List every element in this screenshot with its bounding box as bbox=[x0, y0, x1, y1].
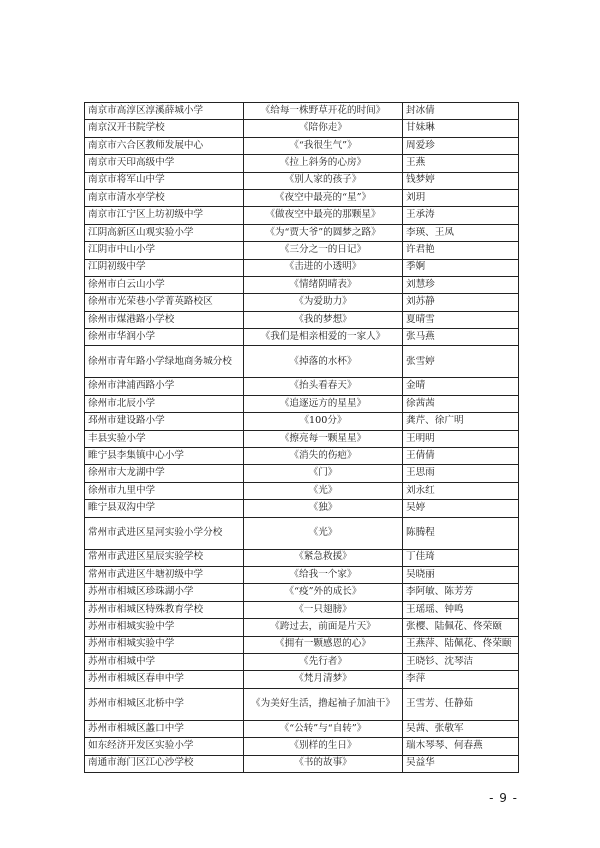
school-cell: 南京市江宁区上坊初级中学 bbox=[85, 207, 244, 224]
table-row bbox=[85, 172, 519, 189]
table-row bbox=[85, 224, 519, 241]
winner-cell: 瑞木琴琴、何春燕 bbox=[403, 738, 519, 755]
winner-cell: 吴晓丽 bbox=[403, 566, 519, 583]
school-cell: 苏州市相城区珍珠湖小学 bbox=[85, 584, 244, 601]
awards-table bbox=[84, 102, 519, 773]
work-title-cell: 《100分》 bbox=[244, 413, 403, 430]
work-title-cell: 《“我很生气”》 bbox=[244, 137, 403, 154]
table-row bbox=[85, 500, 519, 517]
school-cell: 苏州市相城实验中学 bbox=[85, 619, 244, 636]
winner-cell: 刘玥 bbox=[403, 189, 519, 206]
winner-cell: 李瑛、王凤 bbox=[403, 224, 519, 241]
table-row bbox=[85, 276, 519, 293]
winner-cell: 夏晴雪 bbox=[403, 311, 519, 328]
school-cell: 南京市高淳区淳溪薛城小学 bbox=[85, 103, 244, 120]
work-title-cell: 《为美好生活，撸起袖子加油干》 bbox=[244, 688, 403, 720]
table-row bbox=[85, 346, 519, 378]
school-cell: 苏州市相城区特殊教育学校 bbox=[85, 601, 244, 618]
table-row bbox=[85, 329, 519, 346]
work-title-cell: 《光》 bbox=[244, 482, 403, 499]
school-cell: 徐州市北辰小学 bbox=[85, 395, 244, 412]
table-row bbox=[85, 636, 519, 653]
school-cell: 江阴高新区山观实验小学 bbox=[85, 224, 244, 241]
table-row bbox=[85, 549, 519, 566]
work-title-cell: 《消失的伤疤》 bbox=[244, 448, 403, 465]
table-row bbox=[85, 189, 519, 206]
table-row bbox=[85, 584, 519, 601]
school-cell: 南京汉开书院学校 bbox=[85, 120, 244, 137]
school-cell: 南京市六合区教师发展中心 bbox=[85, 137, 244, 154]
work-title-cell: 《擦亮每一颗星星》 bbox=[244, 430, 403, 447]
table-row bbox=[85, 207, 519, 224]
school-cell: 苏州市相城实验中学 bbox=[85, 636, 244, 653]
work-title-cell: 《掉落的水杯》 bbox=[244, 346, 403, 378]
winner-cell: 吴婷 bbox=[403, 500, 519, 517]
work-title-cell: 《门》 bbox=[244, 465, 403, 482]
winner-cell: 王燕萍、陆佩花、佟荣颐 bbox=[403, 636, 519, 653]
page-number: - 9 - bbox=[489, 791, 518, 805]
winner-cell: 刘慧珍 bbox=[403, 276, 519, 293]
work-title-cell: 《别人家的孩子》 bbox=[244, 172, 403, 189]
work-title-cell: 《“公转”与“自转”》 bbox=[244, 720, 403, 737]
work-title-cell: 《别样的生日》 bbox=[244, 738, 403, 755]
school-cell: 苏州市相城区北桥中学 bbox=[85, 688, 244, 720]
winner-cell: 王晓钐、沈琴洁 bbox=[403, 653, 519, 670]
work-title-cell: 《我的梦想》 bbox=[244, 311, 403, 328]
work-title-cell: 《“疫”外的成长》 bbox=[244, 584, 403, 601]
school-cell: 徐州市光荣巷小学菁英路校区 bbox=[85, 294, 244, 311]
winner-cell: 王雪芳、任静茹 bbox=[403, 688, 519, 720]
school-cell: 南通市海门区江心沙学校 bbox=[85, 755, 244, 772]
work-title-cell: 《追逐远方的星星》 bbox=[244, 395, 403, 412]
school-cell: 睢宁县双沟中学 bbox=[85, 500, 244, 517]
winner-cell: 封冰倩 bbox=[403, 103, 519, 120]
school-cell: 徐州市津浦西路小学 bbox=[85, 378, 244, 395]
work-title-cell: 《抬头看春天》 bbox=[244, 378, 403, 395]
school-cell: 南京市清水亭学校 bbox=[85, 189, 244, 206]
work-title-cell: 《给我一个家》 bbox=[244, 566, 403, 583]
table-row bbox=[85, 671, 519, 688]
winner-cell: 李萍 bbox=[403, 671, 519, 688]
work-title-cell: 《拉上斜务的心房》 bbox=[244, 155, 403, 172]
winner-cell: 钱梦婷 bbox=[403, 172, 519, 189]
table-row bbox=[85, 378, 519, 395]
school-cell: 江阴市中山小学 bbox=[85, 242, 244, 259]
table-row bbox=[85, 103, 519, 120]
school-cell: 南京市天印高级中学 bbox=[85, 155, 244, 172]
table-row bbox=[85, 242, 519, 259]
work-title-cell: 《梵月清梦》 bbox=[244, 671, 403, 688]
table-row bbox=[85, 155, 519, 172]
table-row bbox=[85, 259, 519, 276]
school-cell: 睢宁县李集镇中心小学 bbox=[85, 448, 244, 465]
school-cell: 苏州市相城区春申中学 bbox=[85, 671, 244, 688]
winner-cell: 金晴 bbox=[403, 378, 519, 395]
table-row bbox=[85, 482, 519, 499]
school-cell: 徐州市大龙湖中学 bbox=[85, 465, 244, 482]
work-title-cell: 《独》 bbox=[244, 500, 403, 517]
school-cell: 常州市武进区牛塘初级中学 bbox=[85, 566, 244, 583]
work-title-cell: 《三分之一的日记》 bbox=[244, 242, 403, 259]
work-title-cell: 《书的故事》 bbox=[244, 755, 403, 772]
winner-cell: 王瑶瑶、钟鸣 bbox=[403, 601, 519, 618]
school-cell: 苏州市相城区蠡口中学 bbox=[85, 720, 244, 737]
winner-cell: 李阿敏、陈芳芳 bbox=[403, 584, 519, 601]
table-row bbox=[85, 566, 519, 583]
school-cell: 徐州市青年路小学绿地商务城分校 bbox=[85, 346, 244, 378]
winner-cell: 陈腾程 bbox=[403, 517, 519, 549]
work-title-cell: 《击进的小透明》 bbox=[244, 259, 403, 276]
winner-cell: 张樱、陆佩花、佟荣颐 bbox=[403, 619, 519, 636]
winner-cell: 刘永红 bbox=[403, 482, 519, 499]
work-title-cell: 《拥有一颗感恩的心》 bbox=[244, 636, 403, 653]
table-row bbox=[85, 120, 519, 137]
school-cell: 丰县实验小学 bbox=[85, 430, 244, 447]
work-title-cell: 《夜空中最亮的“星”》 bbox=[244, 189, 403, 206]
table-row bbox=[85, 755, 519, 772]
winner-cell: 甘妹琳 bbox=[403, 120, 519, 137]
table-row bbox=[85, 601, 519, 618]
winner-cell: 吴茜、张敬军 bbox=[403, 720, 519, 737]
table-row bbox=[85, 430, 519, 447]
table-row bbox=[85, 517, 519, 549]
school-cell: 苏州市相城中学 bbox=[85, 653, 244, 670]
work-title-cell: 《为“贾大爷”的圆梦之路》 bbox=[244, 224, 403, 241]
table-row bbox=[85, 413, 519, 430]
winner-cell: 吴益华 bbox=[403, 755, 519, 772]
school-cell: 如东经济开发区实验小学 bbox=[85, 738, 244, 755]
winner-cell: 季婀 bbox=[403, 259, 519, 276]
table-row bbox=[85, 294, 519, 311]
winner-cell: 王明明 bbox=[403, 430, 519, 447]
table-row bbox=[85, 448, 519, 465]
school-cell: 徐州市煤港路小学校 bbox=[85, 311, 244, 328]
school-cell: 江阴初级中学 bbox=[85, 259, 244, 276]
table-row bbox=[85, 137, 519, 154]
winner-cell: 周爱珍 bbox=[403, 137, 519, 154]
table-row bbox=[85, 465, 519, 482]
table-row bbox=[85, 720, 519, 737]
work-title-cell: 《一只翅膀》 bbox=[244, 601, 403, 618]
school-cell: 常州市武进区星河实验小学分校 bbox=[85, 517, 244, 549]
work-title-cell: 《我们是相亲相爱的一家人》 bbox=[244, 329, 403, 346]
winner-cell: 丁佳琦 bbox=[403, 549, 519, 566]
work-title-cell: 《给每一株野草开花的时间》 bbox=[244, 103, 403, 120]
table-row bbox=[85, 619, 519, 636]
table-row bbox=[85, 688, 519, 720]
table-row bbox=[85, 653, 519, 670]
school-cell: 徐州市九里中学 bbox=[85, 482, 244, 499]
work-title-cell: 《先行者》 bbox=[244, 653, 403, 670]
school-cell: 邳州市建设路小学 bbox=[85, 413, 244, 430]
work-title-cell: 《为爱助力》 bbox=[244, 294, 403, 311]
school-cell: 徐州市白云山小学 bbox=[85, 276, 244, 293]
school-cell: 南京市将军山中学 bbox=[85, 172, 244, 189]
winner-cell: 刘苏静 bbox=[403, 294, 519, 311]
work-title-cell: 《跨过去，前面是片天》 bbox=[244, 619, 403, 636]
winner-cell: 王承涛 bbox=[403, 207, 519, 224]
winner-cell: 张雪婷 bbox=[403, 346, 519, 378]
winner-cell: 王思雨 bbox=[403, 465, 519, 482]
school-cell: 常州市武进区星辰实验学校 bbox=[85, 549, 244, 566]
table-row bbox=[85, 311, 519, 328]
winner-cell: 张马燕 bbox=[403, 329, 519, 346]
winner-cell: 许君艳 bbox=[403, 242, 519, 259]
school-cell: 徐州市华润小学 bbox=[85, 329, 244, 346]
work-title-cell: 《光》 bbox=[244, 517, 403, 549]
winner-cell: 王倩倩 bbox=[403, 448, 519, 465]
winner-cell: 徐茜茜 bbox=[403, 395, 519, 412]
winner-cell: 龚芹、徐广明 bbox=[403, 413, 519, 430]
work-title-cell: 《陪你走》 bbox=[244, 120, 403, 137]
work-title-cell: 《情绪阴晴表》 bbox=[244, 276, 403, 293]
work-title-cell: 《做夜空中最亮的那颗星》 bbox=[244, 207, 403, 224]
awards-table-body bbox=[85, 103, 519, 773]
winner-cell: 王燕 bbox=[403, 155, 519, 172]
work-title-cell: 《紧急救援》 bbox=[244, 549, 403, 566]
table-row bbox=[85, 738, 519, 755]
table-row bbox=[85, 395, 519, 412]
